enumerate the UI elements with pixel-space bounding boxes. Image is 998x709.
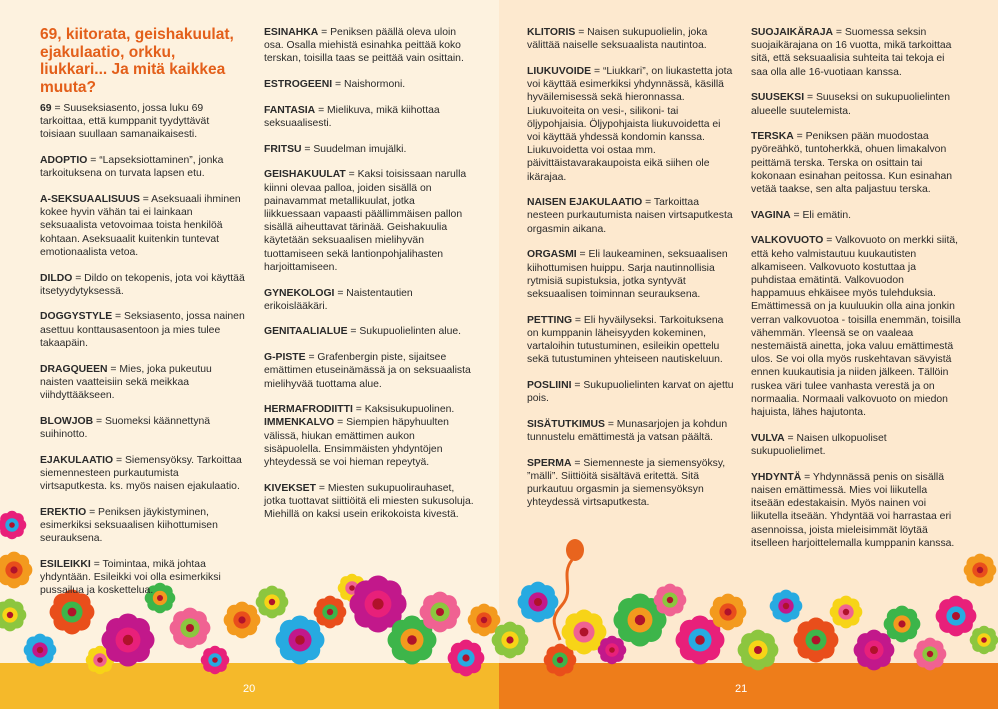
glossary-term: HERMAFRODIITTI [264,404,353,416]
glossary-entry [751,130,961,196]
glossary-term: GEISHAKUULAT [264,169,346,181]
glossary-term: LIUKUVOIDE [527,65,592,77]
term-separator: = [604,418,617,430]
glossary-term: POSLIINI [527,379,572,391]
glossary-definition: Dildo on tekopenis, jota voi käyttää itsetyydytyksessä. [40,272,245,297]
term-separator: = [301,143,314,155]
term-separator: = [591,65,603,77]
term-separator: = [642,197,654,209]
flower-icon [0,552,32,589]
glossary-definition: Valkovuoto on merkki siitä, että keho valmistautuu kuukautisten alkamiseen. Valkovuoto kostuttaa ja puhdistaa emätintä. Valkovuodon happamuus ehkäisee myös tulehduksia. Emättimessä on ja kuuluukin olla aina jonkin verran valkovuotoa - toisilla enemmän, toisilla vähemmän. Yleensä se on vaaleaa nestemäistä ainetta, joka valuu emättimestä ulos. Se voi olla myös ruskehtavan sävyistä ennen kuukautisia ja niiden jälkeen. Tällöin ruskea väri tulee vanhasta verestä ja on normaalia. Normaali valkovuoto on miedon hajuista, lähes hajutonta. [751,235,961,419]
glossary-term: DRAGQUEEN [40,363,108,375]
glossary-entry [40,363,245,403]
term-separator: = [107,363,120,375]
flower-icon [276,616,325,665]
term-separator: = [793,131,806,143]
glossary-entry [40,310,245,350]
term-separator: = [315,482,328,494]
term-separator: = [113,454,125,466]
glossary-definition: Toimintaa, mikä johtaa yhdyntään. Esileikki voi olla esimerkiksi pussailua ja koskettelua. [40,558,221,597]
glossary-definition: Mies, joka pukeutuu naisten vaatteisiin sekä meikkaa viihdyttääkseen. [40,363,212,401]
term-separator: = [318,27,331,38]
glossary-entry [751,234,961,419]
term-separator: = [804,92,816,104]
term-separator: = [571,379,584,391]
glossary-term: ESINAHKA [264,27,319,38]
flower-icon [314,596,347,629]
glossary-entry [40,454,245,494]
glossary-entry [40,558,245,598]
flower-icon [0,511,26,540]
flower-icon [492,622,529,659]
glossary-definition: Mielikuva, mikä kiihottaa seksuaalisesti. [264,104,440,130]
term-separator: = [832,27,845,38]
glossary-entry [264,403,474,416]
flower-icon [710,594,747,631]
glossary-definition: Aseksuaali ihminen kokee hyvin vähän tai ei lainkaan seksuaalista vetovoimaa toista henkilöä kohtaan. Aseksuaalit kuitenkin tuntevat emotionaalista vetoa. [40,194,241,258]
glossary-term: NAISEN EJAKULAATIO [527,197,643,209]
term-separator: = [86,506,99,518]
glossary-term: SPERMA [527,457,572,469]
flower-icon [256,586,289,619]
glossary-term: TERSKA [751,131,794,143]
glossary-term: IMMENKALVO [264,417,335,429]
glossary-column-3 [527,26,735,522]
glossary-term: FANTASIA [264,104,316,116]
term-separator: = [334,417,347,429]
glossary-term: ORGASMI [527,249,577,261]
glossary-term: GYNEKOLOGI [264,287,335,299]
glossary-entry [527,314,735,367]
glossary-entry [264,143,474,156]
glossary-entry [40,415,245,441]
glossary-term: KIVEKSET [264,482,316,494]
flower-icon [24,634,57,667]
glossary-term: VAGINA [751,209,791,221]
glossary-entry [751,91,961,117]
glossary-term: VALKOVUOTO [751,235,824,247]
glossary-definition: Suuseksiasento, jossa luku 69 tarkoittaa, että kumppanit tyydyttävät toisiaan suullaan samanaikaisesti. [40,103,210,141]
term-separator: = [315,104,328,116]
flower-icon [914,638,947,671]
glossary-entry [527,418,735,444]
glossary-term: EREKTIO [40,506,87,518]
glossary-entry [40,506,245,546]
flower-icon [964,554,997,587]
glossary-term: YHDYNTÄ [751,471,802,483]
glossary-term: SUOJAIKÄRAJA [751,27,833,38]
glossary-definition: Sukupuolielinten alue. [359,326,462,338]
term-separator: = [575,27,588,38]
flower-icon [884,606,921,643]
glossary-entry [264,104,474,130]
glossary-entry [264,351,474,391]
glossary-entry [40,102,245,142]
glossary-term: BLOWJOB [40,415,94,427]
glossary-definition: Kaksi toisissaan narulla kiinni olevaa palloa, joiden sisällä on painavammat metallikuulat, jotka liikkuessaan vapaasti päällimmäisen pallon sisällä aiheuttavat tärinää. Geishakuulia käytetään seksuaalisen mielihyvän tuottamiseen sekä lantionpohjalihasten harjoittamiseen. [264,169,467,273]
glossary-definition: Naisen ulkopuoliset sukupuolielimet. [751,432,887,457]
glossary-definition: Munasarjojen ja kohdun tunnustelu emättimestä ja vatsan päältä. [527,418,728,444]
glossary-entry [751,26,961,79]
glossary-column-4 [751,26,961,562]
glossary-column-2 [264,26,474,534]
flower-icon [101,613,154,666]
glossary-entry [40,154,245,180]
flower-icon [770,590,803,623]
term-separator: = [572,314,584,326]
term-separator: = [823,235,836,247]
flower-icon [170,608,211,649]
term-separator: = [784,432,797,444]
glossary-definition: Peniksen jäykistyminen, esimerkiksi seksuaalisen kiihottumisen seurauksena. [40,506,218,545]
term-separator: = [334,287,347,299]
glossary-definition: Eli hyväilyseksi. Tarkoituksena on kumppanin läheisyyden kokeminen, vartaloihin tutustuminen, esileikin opettelu sekä tutustuminen yhteiseen nautiskeluun. [527,314,724,366]
term-separator: = [139,194,152,206]
flower-icon [830,596,863,629]
glossary-entry [264,26,474,66]
glossary-term: VULVA [751,432,785,444]
glossary-term: SISÄTUTKIMUS [527,418,605,430]
glossary-definition: “Liukkari”, on liukastetta jota voi käyttää esimerkiksi yhdynnässä, käsillä hyväilemisessä sekä hieronnassa. Liukuvoiteita on vesi-, silikoni- tai öljypohjaisia. Öljypohjaista liukuvoidetta ei voi käyttää yhdessä kondomin kanssa. Liukuvoidetta voi ostaa mm. päivittäistavarakaupoista eikä siihen ole ikärajaa. [527,65,733,183]
glossary-definition: Kaksisukupuolinen. [364,404,455,416]
glossary-term: FRITSU [264,143,302,155]
glossary-entry [751,471,961,550]
glossary-entry [264,78,474,91]
glossary-entry [40,272,245,298]
glossary-term: SUUSEKSI [751,92,805,104]
term-separator: = [347,326,360,338]
glossary-entry [751,209,961,222]
term-separator: = [90,558,103,570]
term-separator: = [571,457,584,469]
glossary-definition: “Lapseksiottaminen”, jonka tarkoituksena on turvata lapsen etu. [40,155,224,180]
glossary-definition: Miesten sukupuolirauhaset, jotka tuottavat siittiöitä eli miesten sukusoluja. Miehillä on kaksi usein erikokoista kivestä. [264,482,474,521]
glossary-definition: Eli emätin. [802,209,851,221]
glossary-definition: Peniksen pään muodostaa pyöreähkö, tuntoherkkä, ohuen limakalvon peittämä terska. Terska on osittain tai kokonaan esinahan peitossa. Kun esinahan vetää taakse, sen alta paljastuu terska. [751,131,953,196]
glossary-definition: Suomeksi käännettynä suihinotto. [40,415,211,440]
term-separator: = [576,249,589,261]
glossary-term: PETTING [527,314,573,326]
glossary-definition: Naisen sukupuolielin, joka välittää naiselle seksuaalista nautintoa. [527,27,708,52]
glossary-definition: Peniksen päällä oleva uloin osa. Osalla miehistä esinahka peittää koko terskan, toisilla taas se peittää vain osittain. [264,27,464,65]
term-separator: = [332,79,344,91]
term-separator: = [72,272,85,284]
glossary-entry [527,248,735,301]
page-number-right: 21 [735,683,748,695]
term-separator: = [112,311,125,323]
glossary-definition: Suudelman imujälki. [313,143,407,155]
flower-icon [598,636,627,665]
glossary-definition: Grafenbergin piste, sijaitsee emättimen etuseinämässä ja on seksuaalista mielihyvää tuottama alue. [264,352,471,390]
term-separator: = [790,209,803,221]
flower-icon [970,626,998,655]
glossary-definition: Naistentautien erikoislääkäri. [264,287,413,312]
glossary-entry [527,26,735,52]
glossary-term: ESILEIKKI [40,558,91,570]
flower-icon [794,618,839,663]
flower-icon [0,599,26,632]
term-separator: = [305,352,318,364]
glossary-entry [527,196,735,236]
glossary-definition: Siemensyöksy. Tarkoittaa siemennesteen purkautumista virtsaputkesta. ks. myös naisen ejakulaatio. [40,454,242,492]
glossary-term: EJAKULAATIO [40,454,114,466]
glossary-definition: Siemenneste ja siemensyöksy, ”mälli”. Siittiöitä sisältävä eritettä. Sitä purkautuu orgasmin ja siemensyöksyn yhteydessä virtsaputkesta. [527,457,726,509]
glossary-entry [40,193,245,259]
glossary-term: 69 [40,103,52,114]
flower-icon [654,584,687,617]
glossary-entry [527,457,735,510]
glossary-term: A-SEKSUAALISUUS [40,194,140,206]
glossary-definition: Suuseksi on sukupuolielinten alueelle suutelemista. [751,92,950,117]
glossary-term: KLITORIS [527,27,576,38]
glossary-definition: Seksiasento, jossa nainen asettuu konttausasentoon ja mies tulee takaapäin. [40,311,245,349]
term-separator: = [352,404,365,416]
page-number-left: 20 [243,683,256,695]
glossary-column-1 [40,26,245,610]
glossary-term: DILDO [40,272,73,284]
term-separator: = [345,169,358,181]
glossary-definition: Tarkoittaa nesteen purkautumista naisen virtsaputkesta orgasmin aikana. [527,197,733,235]
glossary-term: GENITAALIALUE [264,326,348,338]
glossary-definition: Yhdynnässä penis on sisällä naisen emättimessä. Mies voi liikutella itseään edestakaisin. Myös nainen voi liikutella itseään. Yhdyntää voi harrastaa eri asennoissa, joista mieleisimmät löytää itselleen harjoittelemalla kumppanin kanssa. [751,471,955,549]
term-separator: = [801,471,813,483]
glossary-term: ADOPTIO [40,155,88,167]
flower-icon [936,596,977,637]
glossary-entry [527,379,735,405]
page-heading: 69, kiitorata, geishakuulat, ejakulaatio, orkku, liukkari... Ja mitä kaikkea muuta? [40,26,234,96]
glossary-definition: Eli laukeaminen, seksuaalisen kiihottumisen huippu. Sarja nautinnollisia rytmisiä supistuksia, jotka syntyvät seksuaalisen toiminnan seurauksena. [527,249,728,300]
flower-icon [738,630,779,671]
glossary-term: DOGGYSTYLE [40,311,113,323]
glossary-entry [751,432,961,458]
flower-icon [518,582,559,623]
glossary-definition: Siempien häpyhuulten välissä, hiukan emättimen aukon sisäpuolella. Ensimmäisten yhdyntöjen yhteydessä se voi hieman repeytyä. [264,417,449,469]
term-separator: = [51,103,64,114]
glossary-definition: Sukupuolielinten karvat on ajettu pois. [527,379,734,405]
glossary-entry [264,168,474,274]
term-separator: = [87,155,100,167]
term-separator: = [93,415,105,427]
flower-icon [201,646,230,675]
flower-icon [420,592,461,633]
glossary-entry [264,416,474,469]
flower-icon [448,640,485,677]
glossary-entry [264,287,474,313]
glossary-term: ESTROGEENI [264,79,333,91]
glossary-entry [264,325,474,338]
glossary-term: G-PISTE [264,352,306,364]
glossary-definition: Naishormoni. [343,79,406,91]
glossary-entry [527,65,735,184]
glossary-entry [264,482,474,522]
glossary-definition: Suomessa seksin suojaikärajana on 16 vuotta, mikä tarkoittaa sitä, että seksuaalisia suhteita tai tekoja ei saa olla alle 16-vuotiaan kanssa. [751,27,952,78]
